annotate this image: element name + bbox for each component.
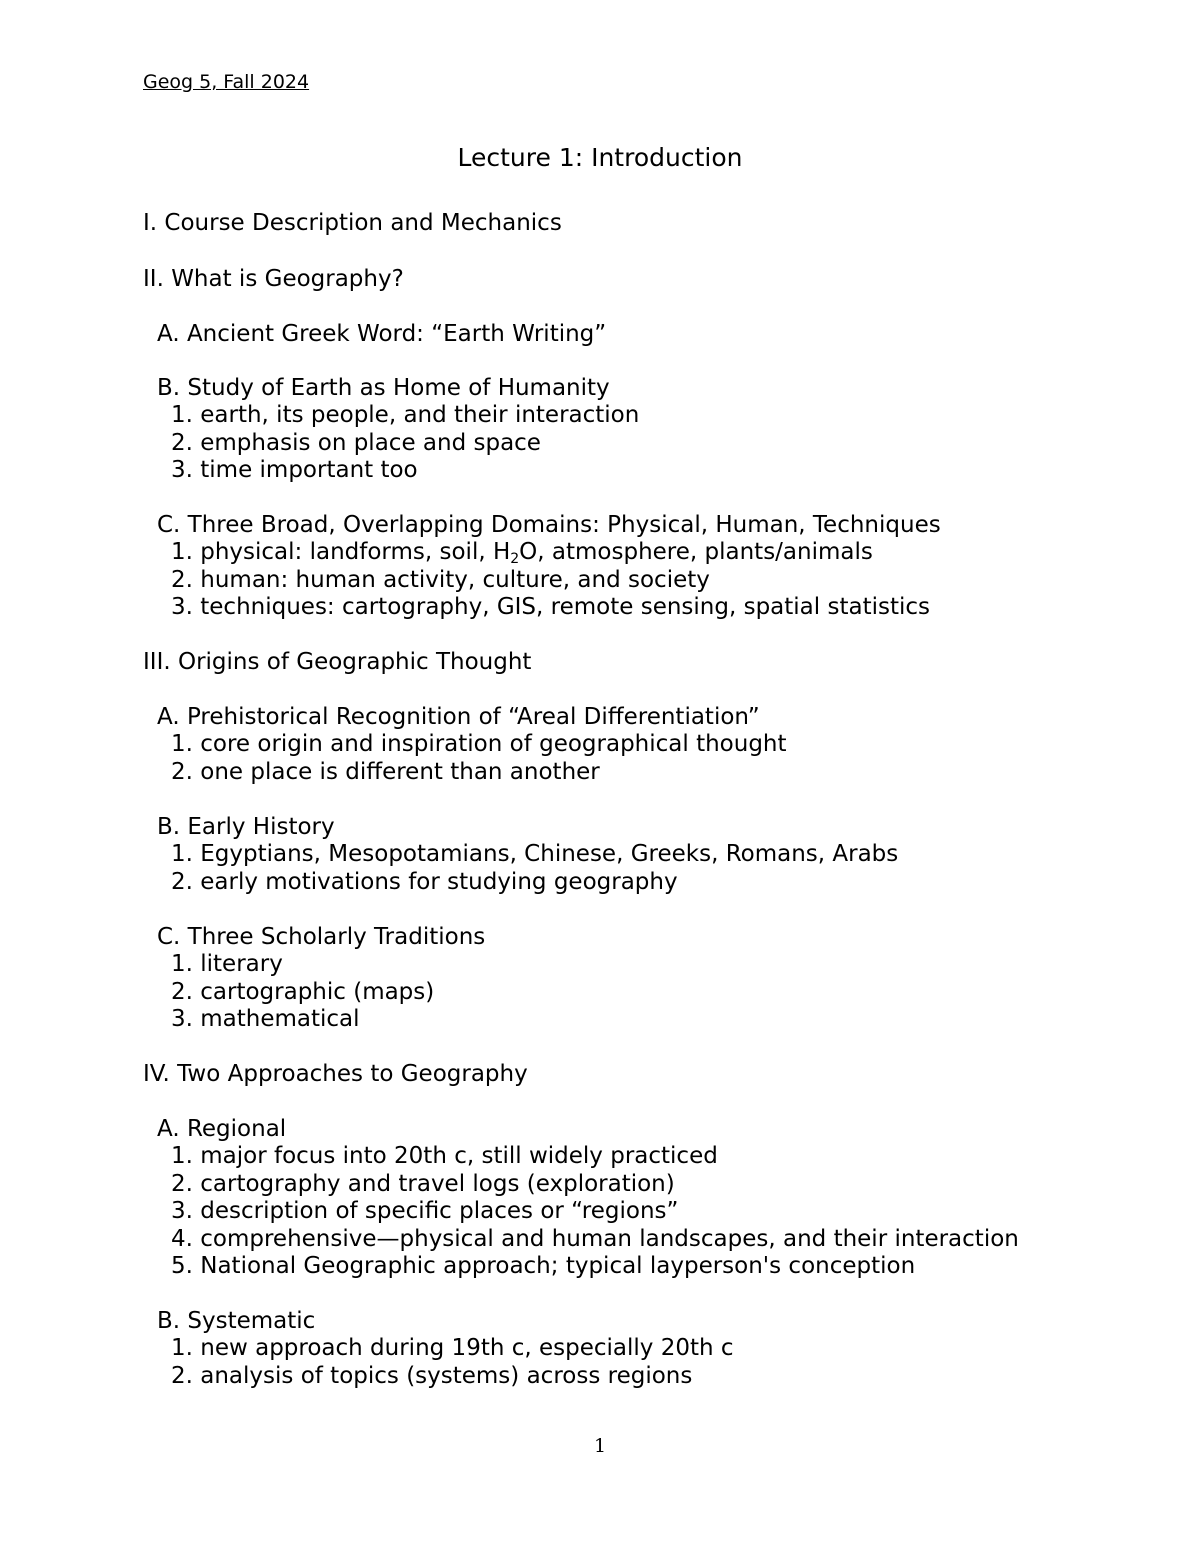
subsection-heading: B. Systematic <box>157 1308 316 1334</box>
subsection-heading: C. Three Broad, Overlapping Domains: Physical, Human, Techniques <box>157 512 941 538</box>
subsection-heading: A. Ancient Greek Word: “Earth Writing” <box>157 321 607 347</box>
page-number: 1 <box>593 1435 607 1457</box>
subsection-heading: A. Regional <box>157 1116 287 1142</box>
list-item: 1. major focus into 20th c, still widely practiced <box>171 1143 718 1169</box>
course-header: Geog 5, Fall 2024 <box>143 71 310 93</box>
list-item: 3. techniques: cartography, GIS, remote sensing, spatial statistics <box>171 594 930 620</box>
list-item: 2. one place is different than another <box>171 759 600 785</box>
list-item: 1. new approach during 19th c, especially 20th c <box>171 1335 734 1361</box>
list-item-text: O, atmosphere, plants/animals <box>519 539 873 565</box>
page-title: Lecture 1: Introduction <box>457 143 743 172</box>
subsection-heading: B. Early History <box>157 814 335 840</box>
list-item: 1. Egyptians, Mesopotamians, Chinese, Greeks, Romans, Arabs <box>171 841 899 867</box>
subsection-heading: A. Prehistorical Recognition of “Areal Differentiation” <box>157 704 760 730</box>
list-item: 1. literary <box>171 951 283 977</box>
list-item: 1. core origin and inspiration of geographical thought <box>171 731 787 757</box>
section-heading: III. Origins of Geographic Thought <box>143 649 532 675</box>
list-item: 2. human: human activity, culture, and society <box>171 567 710 593</box>
section-heading: IV. Two Approaches to Geography <box>143 1061 528 1087</box>
list-item: 2. emphasis on place and space <box>171 430 541 456</box>
list-item: 3. mathematical <box>171 1006 360 1032</box>
list-item: 2. analysis of topics (systems) across regions <box>171 1363 693 1389</box>
list-item: 2. early motivations for studying geography <box>171 869 678 895</box>
subsection-heading: C. Three Scholarly Traditions <box>157 924 486 950</box>
list-item: 3. time important too <box>171 457 418 483</box>
section-heading: I. Course Description and Mechanics <box>143 210 562 236</box>
list-item: 5. National Geographic approach; typical layperson's conception <box>171 1253 916 1279</box>
subscript-two: 2 <box>510 551 520 567</box>
list-item <box>171 538 873 566</box>
section-heading: II. What is Geography? <box>143 266 404 292</box>
list-item: 4. comprehensive—physical and human landscapes, and their interaction <box>171 1226 1019 1252</box>
subsection-heading: B. Study of Earth as Home of Humanity <box>157 375 610 401</box>
list-item: 1. earth, its people, and their interaction <box>171 402 640 428</box>
list-item: 2. cartography and travel logs (exploration) <box>171 1171 675 1197</box>
list-item: 2. cartographic (maps) <box>171 979 435 1005</box>
list-item: 3. description of specific places or “regions” <box>171 1198 679 1224</box>
list-item-text: 1. physical: landforms, soil, H <box>171 539 511 565</box>
